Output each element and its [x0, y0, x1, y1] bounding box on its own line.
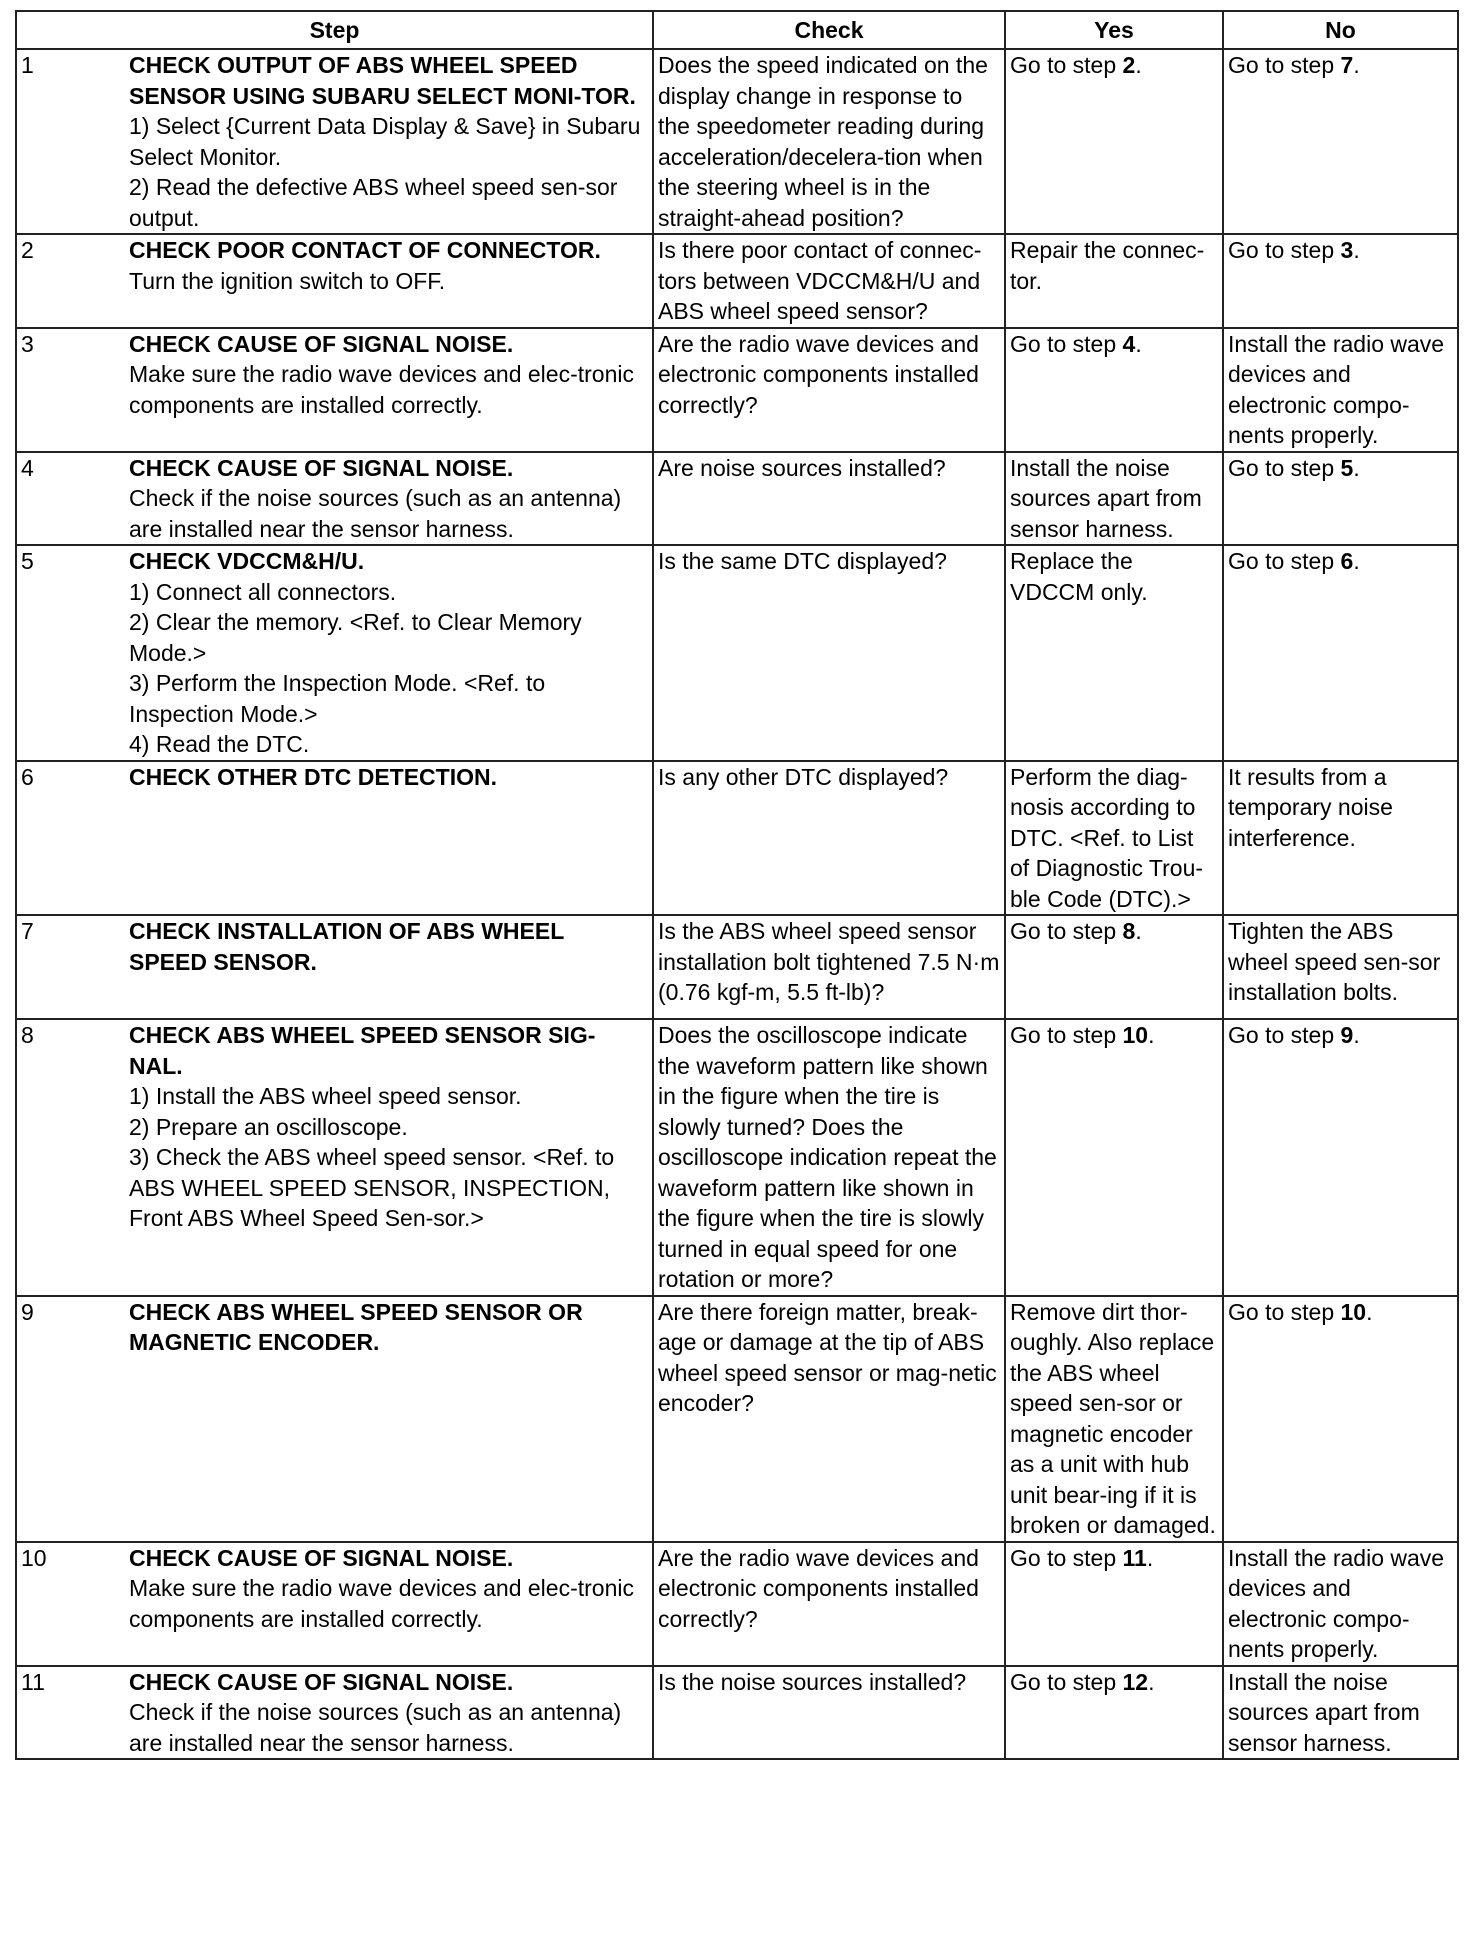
no-cell	[1223, 761, 1458, 916]
step-number: 3	[16, 328, 125, 452]
no-cell	[1223, 545, 1458, 761]
no-text: Install the radio wave devices and electronic compo-nents properly.	[1228, 330, 1445, 448]
step-instruction: 4) Read the DTC.	[129, 731, 310, 757]
yes-end: .	[1135, 918, 1142, 944]
no-cell	[1223, 234, 1458, 328]
step-title: CHECK INSTALLATION OF ABS WHEEL SPEED SENSOR.	[129, 918, 564, 975]
step-description	[125, 49, 653, 234]
step-title: CHECK CAUSE OF SIGNAL NOISE.	[129, 1668, 514, 1695]
no-cell	[1223, 915, 1458, 1019]
yes-step-ref: 11	[1122, 1544, 1147, 1571]
check-cell: Are the radio wave devices and electronic components installed correctly?	[653, 328, 1005, 452]
yes-step-ref: 2	[1122, 52, 1136, 78]
yes-text: Go to step	[1010, 52, 1123, 78]
diagnostic-table	[15, 10, 1459, 1760]
step-instruction: 3) Check the ABS wheel speed sensor. <Ref. to ABS WHEEL SPEED SENSOR, INSPECTION, Front ABS Wheel Speed Sen-sor.>	[129, 1144, 615, 1231]
no-end: .	[1353, 1022, 1360, 1048]
no-text: Go to step	[1228, 1022, 1341, 1048]
step-instruction: Turn the ignition switch to OFF.	[129, 267, 446, 294]
yes-cell	[1005, 1666, 1223, 1760]
yes-end: .	[1135, 52, 1142, 78]
table-row	[16, 1666, 1458, 1760]
check-cell: Are the radio wave devices and electronic components installed correctly?	[653, 1542, 1005, 1666]
step-number: 5	[16, 545, 125, 761]
step-number: 8	[16, 1019, 125, 1296]
yes-text: Replace the VDCCM only.	[1010, 548, 1148, 605]
yes-step-ref: 8	[1122, 918, 1136, 944]
no-step-ref: 5	[1340, 454, 1354, 481]
table-row	[16, 761, 1458, 916]
yes-text: Go to step	[1010, 330, 1123, 357]
step-title: CHECK ABS WHEEL SPEED SENSOR SIG-NAL.	[129, 1022, 596, 1079]
step-instruction: 1) Select {Current Data Display & Save} in Subaru Select Monitor.	[129, 113, 641, 170]
table-row	[16, 49, 1458, 234]
step-description	[125, 1019, 653, 1296]
step-instruction: Make sure the radio wave devices and elec-tronic components are installed correctly.	[129, 361, 634, 418]
no-end: .	[1366, 1298, 1373, 1325]
yes-text: Perform the diag-nosis according to DTC. <Ref. to List of Diagnostic Trou-ble Code (DTC).>	[1010, 763, 1204, 912]
no-cell	[1223, 452, 1458, 546]
step-description	[125, 1542, 653, 1666]
no-cell	[1223, 1019, 1458, 1296]
check-cell: Is the same DTC displayed?	[653, 545, 1005, 761]
check-cell: Are noise sources installed?	[653, 452, 1005, 546]
step-description	[125, 545, 653, 761]
step-instruction: 3) Perform the Inspection Mode. <Ref. to Inspection Mode.>	[129, 670, 546, 727]
step-number: 10	[16, 1542, 125, 1666]
step-title: CHECK VDCCM&H/U.	[129, 548, 365, 574]
yes-cell	[1005, 328, 1223, 452]
no-end: .	[1353, 237, 1360, 263]
no-text: Go to step	[1228, 1298, 1341, 1325]
header-no: No	[1223, 11, 1458, 49]
yes-cell	[1005, 1019, 1223, 1296]
step-title: CHECK POOR CONTACT OF CONNECTOR.	[129, 237, 601, 263]
step-number: 4	[16, 452, 125, 546]
step-description	[125, 328, 653, 452]
no-text: Go to step	[1228, 454, 1341, 481]
table-row	[16, 545, 1458, 761]
step-instruction: 2) Read the defective ABS wheel speed sen-sor output.	[129, 174, 618, 231]
yes-cell	[1005, 452, 1223, 546]
yes-text: Go to step	[1010, 918, 1123, 944]
step-title: CHECK CAUSE OF SIGNAL NOISE.	[129, 454, 514, 481]
no-text: It results from a temporary noise interference.	[1228, 763, 1393, 851]
yes-cell	[1005, 49, 1223, 234]
no-end: .	[1353, 548, 1360, 574]
no-step-ref: 9	[1340, 1022, 1354, 1048]
yes-text: Go to step	[1010, 1022, 1123, 1048]
header-yes: Yes	[1005, 11, 1223, 49]
table-row	[16, 1296, 1458, 1542]
yes-step-ref: 12	[1122, 1668, 1149, 1695]
yes-cell	[1005, 761, 1223, 916]
yes-text: Install the noise sources apart from sensor harness.	[1010, 454, 1202, 542]
check-cell: Does the oscilloscope indicate the waveform pattern like shown in the figure when the tire is slowly turned? Does the oscilloscope indication repeat the waveform pattern like shown in the figure when the tire is slowly turned in equal speed for one rotation or more?	[653, 1019, 1005, 1296]
yes-text: Repair the connec-tor.	[1010, 237, 1205, 294]
no-end: .	[1353, 454, 1360, 481]
yes-end: .	[1148, 1022, 1155, 1048]
step-number: 11	[16, 1666, 125, 1760]
no-cell	[1223, 1542, 1458, 1666]
yes-cell	[1005, 234, 1223, 328]
step-number: 6	[16, 761, 125, 916]
step-title: CHECK CAUSE OF SIGNAL NOISE.	[129, 330, 514, 357]
yes-cell	[1005, 1296, 1223, 1542]
no-cell	[1223, 49, 1458, 234]
yes-text: Remove dirt thor-oughly. Also replace the ABS wheel speed sen-sor or magnetic encoder as a unit with hub unit bear-ing if it is broken or damaged.	[1010, 1298, 1216, 1538]
table-row	[16, 915, 1458, 1019]
table-row	[16, 234, 1458, 328]
table-body	[16, 49, 1458, 1759]
table-row	[16, 328, 1458, 452]
step-title: CHECK ABS WHEEL SPEED SENSOR OR MAGNETIC ENCODER.	[129, 1298, 583, 1355]
no-cell	[1223, 1296, 1458, 1542]
step-instruction: 1) Connect all connectors.	[129, 578, 397, 605]
table-row	[16, 452, 1458, 546]
check-cell: Is the ABS wheel speed sensor installation bolt tightened 7.5 N·m (0.76 kgf-m, 5.5 ft-lb)?	[653, 915, 1005, 1019]
step-description	[125, 915, 653, 1019]
yes-end: .	[1148, 1668, 1155, 1695]
table-row	[16, 1019, 1458, 1296]
yes-end: .	[1135, 330, 1142, 357]
no-text: Go to step	[1228, 52, 1341, 78]
step-description	[125, 234, 653, 328]
check-cell: Is the noise sources installed?	[653, 1666, 1005, 1760]
check-cell: Does the speed indicated on the display change in response to the speedometer reading during acceleration/decelera-tion when the steering wheel is in the straight-ahead position?	[653, 49, 1005, 234]
step-instruction: Make sure the radio wave devices and elec-tronic components are installed correctly.	[129, 1575, 634, 1632]
header-check: Check	[653, 11, 1005, 49]
check-cell: Is there poor contact of connec-tors between VDCCM&H/U and ABS wheel speed sensor?	[653, 234, 1005, 328]
no-step-ref: 3	[1340, 237, 1354, 263]
no-text: Tighten the ABS wheel speed sen-sor installation bolts.	[1228, 918, 1441, 1005]
step-description	[125, 452, 653, 546]
no-text: Go to step	[1228, 237, 1341, 263]
no-step-ref: 10	[1340, 1298, 1367, 1325]
no-step-ref: 7	[1340, 52, 1354, 78]
yes-step-ref: 4	[1122, 330, 1136, 357]
no-text: Install the radio wave devices and electronic compo-nents properly.	[1228, 1544, 1445, 1662]
step-title: CHECK OTHER DTC DETECTION.	[129, 763, 497, 790]
no-text: Go to step	[1228, 548, 1341, 574]
yes-text: Go to step	[1010, 1544, 1123, 1571]
step-number: 1	[16, 49, 125, 234]
table-row	[16, 1542, 1458, 1666]
yes-cell	[1005, 915, 1223, 1019]
yes-cell	[1005, 545, 1223, 761]
no-cell	[1223, 1666, 1458, 1760]
step-title: CHECK OUTPUT OF ABS WHEEL SPEED SENSOR USING SUBARU SELECT MONI-TOR.	[129, 52, 636, 109]
yes-cell	[1005, 1542, 1223, 1666]
step-title: CHECK CAUSE OF SIGNAL NOISE.	[129, 1544, 514, 1571]
header-step: Step	[16, 11, 653, 49]
step-description	[125, 761, 653, 916]
no-text: Install the noise sources apart from sensor harness.	[1228, 1668, 1420, 1756]
no-step-ref: 6	[1340, 548, 1354, 574]
yes-step-ref: 10	[1122, 1022, 1149, 1048]
step-number: 2	[16, 234, 125, 328]
step-instruction: Check if the noise sources (such as an antenna) are installed near the sensor harness.	[129, 1699, 622, 1756]
step-number: 7	[16, 915, 125, 1019]
check-cell: Are there foreign matter, break-age or damage at the tip of ABS wheel speed sensor or mag-netic encoder?	[653, 1296, 1005, 1542]
header-row	[16, 11, 1458, 49]
step-description	[125, 1296, 653, 1542]
yes-end: .	[1146, 1544, 1154, 1571]
yes-text: Go to step	[1010, 1668, 1123, 1695]
no-end: .	[1353, 52, 1360, 78]
step-description	[125, 1666, 653, 1760]
step-instruction: Check if the noise sources (such as an antenna) are installed near the sensor harness.	[129, 485, 622, 542]
check-cell: Is any other DTC displayed?	[653, 761, 1005, 916]
no-cell	[1223, 328, 1458, 452]
step-instruction: 2) Prepare an oscilloscope.	[129, 1113, 408, 1140]
step-number: 9	[16, 1296, 125, 1542]
step-instruction: 1) Install the ABS wheel speed sensor.	[129, 1083, 522, 1109]
step-instruction: 2) Clear the memory. <Ref. to Clear Memory Mode.>	[129, 609, 582, 666]
